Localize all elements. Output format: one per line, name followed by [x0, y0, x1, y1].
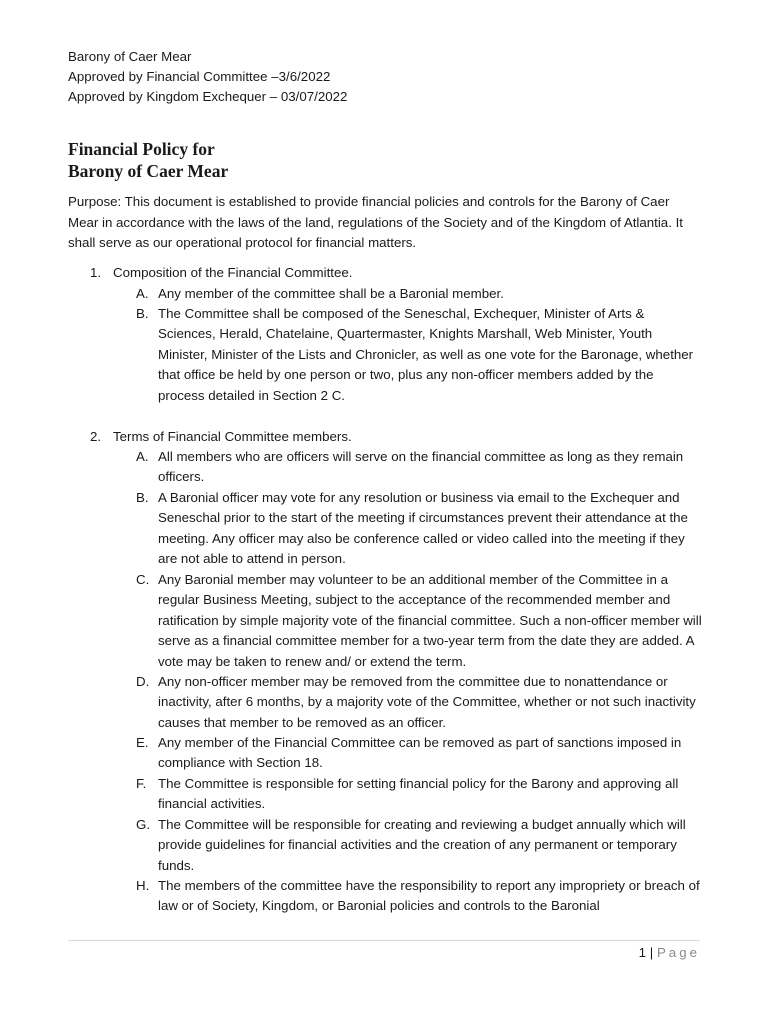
list-item	[136, 304, 702, 406]
list-item	[136, 876, 702, 917]
page-label: Page	[656, 945, 700, 960]
item-text: The Committee is responsible for setting financial policy for the Barony and approving all financial activities.	[158, 776, 679, 812]
list-item	[136, 488, 702, 570]
header-exchequer-approval: Approved by Kingdom Exchequer – 03/07/2022	[68, 89, 348, 104]
item-text: The Committee will be responsible for creating and reviewing a budget annually which will provide guidelines for financial activities and the creation of any permanent or temporary funds.	[158, 817, 686, 873]
header-committee-approval: Approved by Financial Committee –3/6/2022	[68, 69, 331, 84]
document-title-line-2: Barony of Caer Mear	[68, 161, 229, 181]
section-title: Terms of Financial Committee members.	[113, 429, 352, 444]
item-letter: C.	[136, 572, 150, 587]
item-text: The Committee shall be composed of the Seneschal, Exchequer, Minister of Arts & Sciences, Herald, Chatelaine, Quartermaster, Knights Marshall, Web Minister, Youth Minister, Minister of the Lists and Chronicler, as well as one vote for the Baronage, whether that office be held by one person or two, plus any non-officer members added by the process detailed in Section 2 C.	[158, 306, 694, 403]
list-item	[136, 733, 702, 774]
purpose-paragraph: Purpose: This document is established to provide financial policies and controls for the Barony of Caer Mear in accordance with the laws of the land, regulations of the Society and of the Kingdom of Atlantia. It shall serve as our operational protocol for financial matters.	[68, 194, 683, 250]
section-number: 2.	[90, 429, 102, 444]
section-title: Composition of the Financial Committee.	[113, 265, 353, 280]
footer-divider	[68, 940, 700, 941]
item-text: All members who are officers will serve on the financial committee as long as they remain officers.	[158, 449, 684, 485]
item-letter: B.	[136, 306, 149, 321]
item-text: Any non-officer member may be removed from the committee due to nonattendance or inactivity, after 6 months, by a majority vote of the Committee, whether or not such inactivity causes that member to be removed as an officer.	[158, 674, 696, 730]
list-item	[136, 672, 702, 733]
page-footer	[639, 944, 700, 962]
item-text: Any member of the Financial Committee can be removed as part of sanctions imposed in compliance with Section 18.	[158, 735, 682, 771]
item-letter: G.	[136, 817, 151, 832]
document-title-line-1: Financial Policy for	[68, 139, 215, 159]
item-text: Any member of the committee shall be a Baronial member.	[158, 286, 504, 301]
page-number: 1	[638, 945, 647, 960]
item-text: The members of the committee have the responsibility to report any impropriety or breach of law or of Society, Kingdom, or Baronial policies and controls to the Baronial	[158, 878, 700, 914]
list-item	[136, 447, 702, 488]
item-text: Any Baronial member may volunteer to be an additional member of the Committee in a regular Business Meeting, subject to the acceptance of the recommended member and ratification by simple majority vote of the financial committee. Such a non-officer member will serve as a financial committee member for a two-year term from the date they are added. A vote may be taken to renew and/ or extend the term.	[158, 572, 702, 669]
section-1-heading	[90, 263, 352, 284]
item-letter: A.	[136, 449, 149, 464]
section-number: 1.	[90, 265, 102, 280]
footer-separator: |	[649, 945, 654, 960]
list-item	[136, 570, 702, 672]
section-2-heading	[90, 427, 352, 448]
list-item	[136, 815, 702, 876]
list-item	[136, 284, 702, 304]
item-letter: E.	[136, 735, 149, 750]
item-letter: H.	[136, 878, 150, 893]
item-letter: B.	[136, 490, 149, 505]
list-item	[136, 774, 702, 815]
item-letter: F.	[136, 776, 147, 791]
item-letter: D.	[136, 674, 150, 689]
item-letter: A.	[136, 286, 149, 301]
item-text: A Baronial officer may vote for any resolution or business via email to the Exchequer and Seneschal prior to the start of the meeting if circumstances prevent their attendance at the meeting. Any officer may also be conference called or video called into the meeting if they are not able to attend in person.	[158, 490, 688, 567]
header-barony-name: Barony of Caer Mear	[68, 49, 192, 64]
